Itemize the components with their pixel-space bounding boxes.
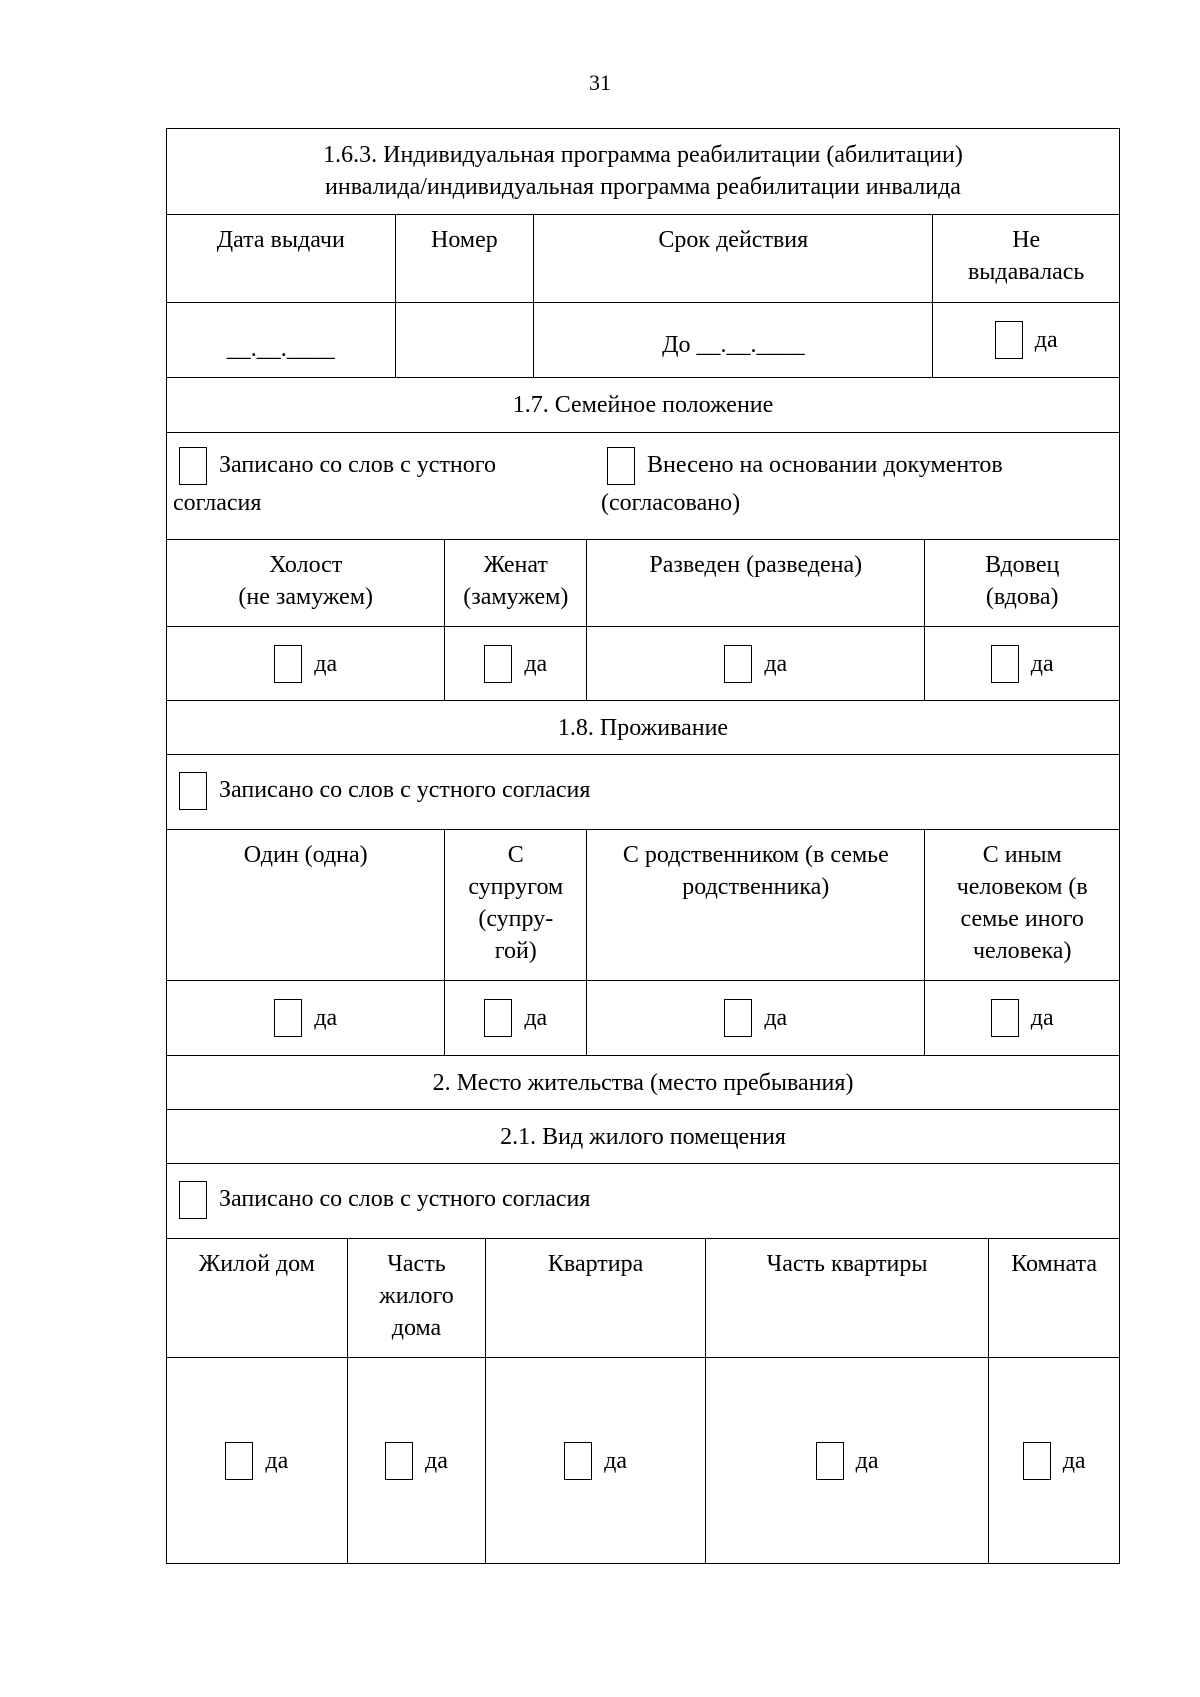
living-other-cell (925, 981, 1119, 1055)
family-header-widowed (925, 540, 1119, 626)
family-header-single-line2: (не замужем) (238, 584, 373, 610)
residence-title-row (166, 1056, 1120, 1110)
living-consent-oral-label: Записано со слов с устного согласия (219, 777, 591, 803)
living-relative-cell (587, 981, 925, 1055)
family-value-row (166, 627, 1120, 701)
family-consent-docs-checkbox[interactable] (607, 447, 635, 485)
ipr-number-field[interactable] (396, 303, 535, 377)
ipr-value-row (166, 303, 1120, 378)
ipr-date-field[interactable]: __.__.____ (167, 303, 396, 377)
living-header-other-line1: С иным (982, 842, 1062, 868)
checkbox-label: да (764, 1005, 788, 1031)
checkbox-label: да (524, 650, 548, 677)
residence-header-house: Жилой дом (167, 1239, 348, 1357)
ipr-header-not-issued (933, 215, 1119, 302)
ipr-title (167, 129, 1119, 214)
family-consent-row (166, 433, 1120, 540)
ipr-header-validity: Срок действия (534, 215, 933, 302)
family-header-widowed-line1: Вдовец (985, 552, 1060, 578)
living-title-row (166, 701, 1120, 755)
residence-consent-row (166, 1164, 1120, 1239)
checkbox-label: да (1034, 327, 1058, 353)
residence-room-cell (989, 1358, 1119, 1563)
residence-header-house-part-line1: Часть (387, 1251, 446, 1277)
living-spouse-cell (445, 981, 587, 1055)
residence-flat-checkbox[interactable] (564, 1442, 592, 1480)
family-header-single (167, 540, 445, 626)
residence-consent-cell (167, 1164, 1119, 1238)
living-title: 1.8. Проживание (557, 714, 729, 741)
form-table (166, 128, 1120, 1564)
checkbox-label: да (604, 1447, 628, 1474)
residence-flat-cell (486, 1358, 706, 1563)
residence-flat-part-checkbox[interactable] (816, 1442, 844, 1480)
ipr-title-line2: инвалида/индивидуальная программа реабилитации инвалида (325, 174, 961, 200)
checkbox-label: да (314, 1005, 338, 1031)
family-divorced-checkbox[interactable] (724, 645, 752, 683)
residence-header-house-part-line2: жилого (379, 1283, 454, 1309)
checkbox-label: да (524, 1005, 548, 1031)
ipr-title-line1: 1.6.3. Индивидуальная программа реабилитации (абилитации) (323, 142, 963, 168)
living-header-other-line4: человека) (972, 938, 1072, 964)
family-header-single-line1: Холост (269, 552, 343, 578)
family-single-checkbox[interactable] (274, 645, 302, 683)
family-married-checkbox[interactable] (484, 645, 512, 683)
residence-header-row (166, 1239, 1120, 1358)
residence-room-checkbox[interactable] (1023, 1442, 1051, 1480)
family-married-cell (445, 627, 587, 700)
living-consent-oral-checkbox[interactable] (179, 772, 207, 810)
living-header-other (925, 830, 1119, 980)
living-alone-cell (167, 981, 445, 1055)
residence-header-flat: Квартира (486, 1239, 706, 1357)
ipr-title-row (166, 128, 1120, 215)
living-header-spouse (445, 830, 587, 980)
living-alone-checkbox[interactable] (274, 999, 302, 1037)
living-spouse-checkbox[interactable] (484, 999, 512, 1037)
family-divorced-cell (587, 627, 925, 700)
ipr-header-number: Номер (396, 215, 535, 302)
living-relative-checkbox[interactable] (724, 999, 752, 1037)
living-other-checkbox[interactable] (991, 999, 1019, 1037)
family-widowed-cell (925, 627, 1119, 700)
living-consent-cell (167, 755, 1119, 829)
living-header-row (166, 830, 1120, 981)
living-header-other-line2: человеком (в (956, 874, 1088, 900)
living-consent-row (166, 755, 1120, 830)
family-consent-oral-label-2: согласия (173, 490, 262, 517)
living-value-row (166, 981, 1120, 1056)
residence-title: 2. Место жительства (место пребывания) (432, 1069, 854, 1096)
ipr-header-row (166, 215, 1120, 303)
residence-consent-oral-checkbox[interactable] (179, 1181, 207, 1219)
living-header-spouse-line1: С (507, 842, 524, 868)
living-header-relative-line2: родственника) (682, 874, 830, 900)
living-header-relative-line1: С родственником (в семье (622, 842, 889, 868)
living-header-spouse-line4: гой) (494, 938, 537, 964)
family-consent-oral-label: Записано со слов с устного (219, 452, 496, 478)
ipr-header-date: Дата выдачи (167, 215, 396, 302)
family-header-widowed-line2: (вдова) (985, 584, 1059, 610)
page-number: 31 (589, 70, 611, 95)
family-header-married (445, 540, 587, 626)
family-header-married-line1: Женат (483, 552, 548, 578)
residence-header-house-part (348, 1239, 487, 1357)
family-title-row (166, 378, 1120, 433)
residence-house-part-checkbox[interactable] (385, 1442, 413, 1480)
living-header-relative (587, 830, 925, 980)
family-consent-docs-label: Внесено на основании документов (647, 452, 1003, 478)
family-header-divorced: Разведен (разведена) (587, 540, 925, 626)
family-consent-oral-checkbox[interactable] (179, 447, 207, 485)
checkbox-label: да (425, 1447, 448, 1474)
residence-header-house-part-line3: дома (391, 1315, 442, 1341)
living-header-other-line3: семье иного (960, 906, 1084, 932)
ipr-validity-field[interactable]: До __.__.____ (534, 303, 933, 377)
living-header-spouse-line3: (супру- (478, 906, 554, 932)
living-header-alone: Один (одна) (167, 830, 445, 980)
residence-consent-oral-label: Записано со слов с устного согласия (219, 1186, 591, 1212)
residence-house-checkbox[interactable] (225, 1442, 253, 1480)
family-consent-docs-label-2: (согласовано) (601, 490, 741, 517)
residence-house-cell (167, 1358, 348, 1563)
checkbox-label: да (1030, 1005, 1054, 1031)
residence-house-part-cell (348, 1358, 487, 1563)
residence-header-flat-part: Часть квартиры (706, 1239, 989, 1357)
ipr-header-not-issued-line1: Не (1012, 227, 1041, 253)
checkbox-label: да (265, 1447, 289, 1474)
residence-header-room: Комната (1011, 1251, 1098, 1277)
family-single-cell (167, 627, 445, 700)
residence-subtitle: 2.1. Вид жилого помещения (500, 1123, 786, 1150)
checkbox-label: да (314, 650, 338, 677)
family-title: 1.7. Семейное положение (512, 392, 774, 418)
ipr-header-not-issued-line2: выдавалась (967, 259, 1085, 285)
ipr-not-issued-checkbox[interactable] (995, 321, 1023, 359)
ipr-not-issued-cell (933, 303, 1119, 377)
family-header-married-line2: (замужем) (463, 584, 569, 610)
checkbox-label: да (855, 1447, 879, 1474)
residence-subtitle-row (166, 1110, 1120, 1164)
residence-value-row (166, 1358, 1120, 1564)
checkbox-label: да (1030, 650, 1054, 677)
family-consent-cell (167, 433, 1119, 539)
residence-flat-part-cell (706, 1358, 989, 1563)
checkbox-label: да (764, 650, 788, 677)
checkbox-label: да (1062, 1447, 1086, 1474)
living-header-spouse-line2: супругом (468, 874, 564, 900)
family-header-row (166, 540, 1120, 627)
family-widowed-checkbox[interactable] (991, 645, 1019, 683)
